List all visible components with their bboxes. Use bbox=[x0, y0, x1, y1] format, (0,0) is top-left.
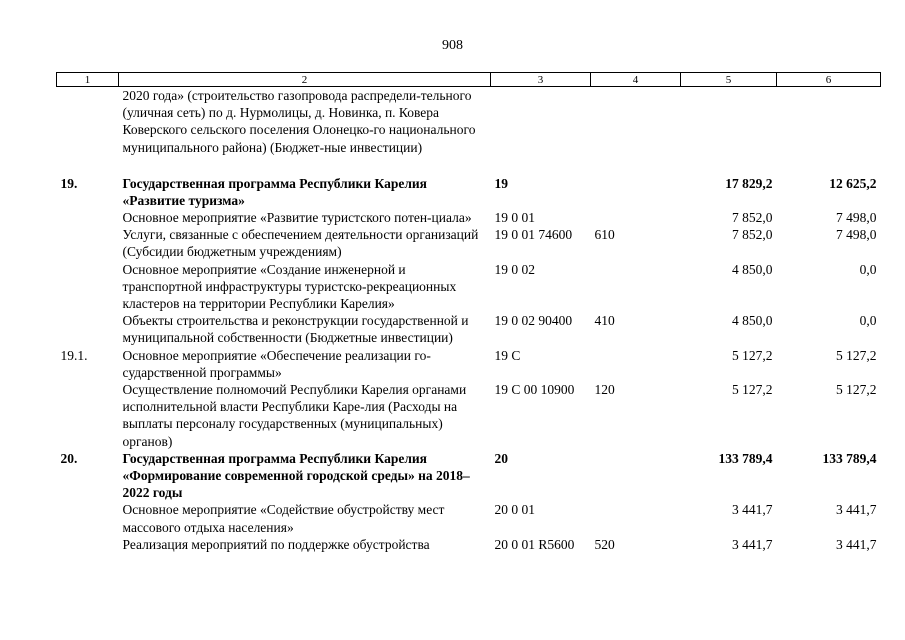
row-number bbox=[57, 261, 119, 313]
row-name: Реализация мероприятий по поддержке обустройства bbox=[122, 536, 430, 552]
table-row bbox=[57, 347, 881, 381]
row-code bbox=[491, 87, 591, 175]
row-amount-2 bbox=[777, 87, 881, 175]
row-amount-1: 7 852,0 bbox=[732, 227, 773, 243]
row-amount-2: 3 441,7 bbox=[836, 536, 877, 552]
table-row bbox=[57, 536, 881, 553]
row-code: 19 С 00 10900 bbox=[494, 381, 575, 397]
row-amount-1: 133 789,4 bbox=[718, 450, 773, 466]
row-number bbox=[57, 87, 119, 175]
row-code: 19 0 02 90400 bbox=[494, 313, 573, 329]
column-header-2: 2 bbox=[119, 73, 491, 87]
row-amount-2: 0,0 bbox=[859, 261, 877, 277]
table-row bbox=[57, 450, 881, 502]
row-amount-2: 5 127,2 bbox=[836, 381, 877, 397]
table-row bbox=[57, 209, 881, 226]
row-name: Государственная программа Республики Карелия «Формирование современной городской среды» на 2018–2022 годы bbox=[122, 450, 470, 501]
row-expense-type: 120 bbox=[594, 381, 615, 397]
row-number bbox=[57, 501, 119, 535]
row-number: 19. bbox=[60, 175, 78, 191]
column-header-5: 5 bbox=[681, 73, 777, 87]
row-code: 19 С bbox=[494, 347, 521, 363]
row-name: Основное мероприятие «Содействие обустройству мест массового отдыха населения» bbox=[122, 502, 445, 535]
row-expense-type: 610 bbox=[594, 227, 615, 243]
table-row bbox=[57, 381, 881, 450]
row-number bbox=[57, 209, 119, 226]
row-amount-1: 3 441,7 bbox=[732, 502, 773, 518]
row-amount-1: 4 850,0 bbox=[732, 261, 773, 277]
row-expense-type: 410 bbox=[594, 313, 615, 329]
row-code: 20 0 01 bbox=[494, 502, 535, 518]
row-name: Основное мероприятие «Обеспечение реализации го-сударственной программы» bbox=[122, 347, 431, 380]
row-expense-type bbox=[591, 209, 681, 226]
row-expense-type bbox=[591, 175, 681, 209]
row-amount-1: 5 127,2 bbox=[732, 381, 773, 397]
row-amount-2: 0,0 bbox=[859, 313, 877, 329]
row-name: Осуществление полномочий Республики Карелия органами исполнительной власти Республики Каре-лия (Расходы на выплаты персоналу государственных (муниципальных) органов) bbox=[122, 381, 467, 449]
row-expense-type bbox=[591, 87, 681, 175]
row-expense-type bbox=[591, 450, 681, 502]
row-name: Государственная программа Республики Карелия «Развитие туризма» bbox=[122, 175, 427, 208]
column-header-1: 1 bbox=[57, 73, 119, 87]
row-name: 2020 года» (строительство газопровода распредели-тельного (уличная сеть) по д. Нурмолицы, д. Новинка, п. Ковера Коверского сельского поселения Олонецко-го национального муниципального района) (Бюджет-ные инвестиции) bbox=[122, 88, 476, 155]
row-expense-type: 520 bbox=[594, 536, 615, 552]
table-row bbox=[57, 175, 881, 209]
row-amount-1: 5 127,2 bbox=[732, 347, 773, 363]
table-row bbox=[57, 261, 881, 313]
row-amount-2: 7 498,0 bbox=[836, 227, 877, 243]
row-expense-type bbox=[591, 501, 681, 535]
row-amount-1: 3 441,7 bbox=[732, 536, 773, 552]
row-name: Основное мероприятие «Развитие туристского потен-циала» bbox=[122, 209, 472, 225]
row-amount-2: 7 498,0 bbox=[836, 209, 877, 225]
row-amount-1: 17 829,2 bbox=[725, 175, 773, 191]
row-number bbox=[57, 312, 119, 346]
table-row bbox=[57, 312, 881, 346]
row-code: 20 0 01 R5600 bbox=[494, 536, 575, 552]
budget-table bbox=[56, 72, 881, 553]
column-header-4: 4 bbox=[591, 73, 681, 87]
row-amount-1 bbox=[681, 87, 777, 175]
row-expense-type bbox=[591, 261, 681, 313]
row-amount-1: 4 850,0 bbox=[732, 313, 773, 329]
row-code: 19 0 02 bbox=[494, 261, 535, 277]
row-number bbox=[57, 536, 119, 553]
table-row bbox=[57, 226, 881, 260]
row-amount-1: 7 852,0 bbox=[732, 209, 773, 225]
row-number bbox=[57, 226, 119, 260]
row-number: 19.1. bbox=[60, 347, 88, 363]
row-amount-2: 5 127,2 bbox=[836, 347, 877, 363]
row-code: 19 0 01 bbox=[494, 209, 535, 225]
column-header-3: 3 bbox=[491, 73, 591, 87]
row-number bbox=[57, 381, 119, 450]
page-number: 908 bbox=[442, 38, 463, 53]
row-code: 19 bbox=[494, 175, 508, 191]
row-amount-2: 133 789,4 bbox=[822, 450, 877, 466]
row-name: Услуги, связанные с обеспечением деятельности организаций (Субсидии бюджетным учреждениям) bbox=[122, 227, 479, 260]
column-number-header-row bbox=[57, 73, 881, 87]
table-row bbox=[57, 501, 881, 535]
row-amount-2: 3 441,7 bbox=[836, 502, 877, 518]
row-name: Объекты строительства и реконструкции государственной и муниципальной собственности (Бюджетные инвестиции) bbox=[122, 313, 469, 346]
row-code: 19 0 01 74600 bbox=[494, 227, 573, 243]
row-name: Основное мероприятие «Создание инженерной и транспортной инфраструктуры туристско-рекреационных кластеров на территории Республики Карелия» bbox=[122, 261, 457, 311]
table-row bbox=[57, 87, 881, 175]
row-expense-type bbox=[591, 347, 681, 381]
column-header-6: 6 bbox=[777, 73, 881, 87]
row-amount-2: 12 625,2 bbox=[829, 175, 877, 191]
row-code: 20 bbox=[494, 450, 508, 466]
row-number: 20. bbox=[60, 450, 78, 466]
